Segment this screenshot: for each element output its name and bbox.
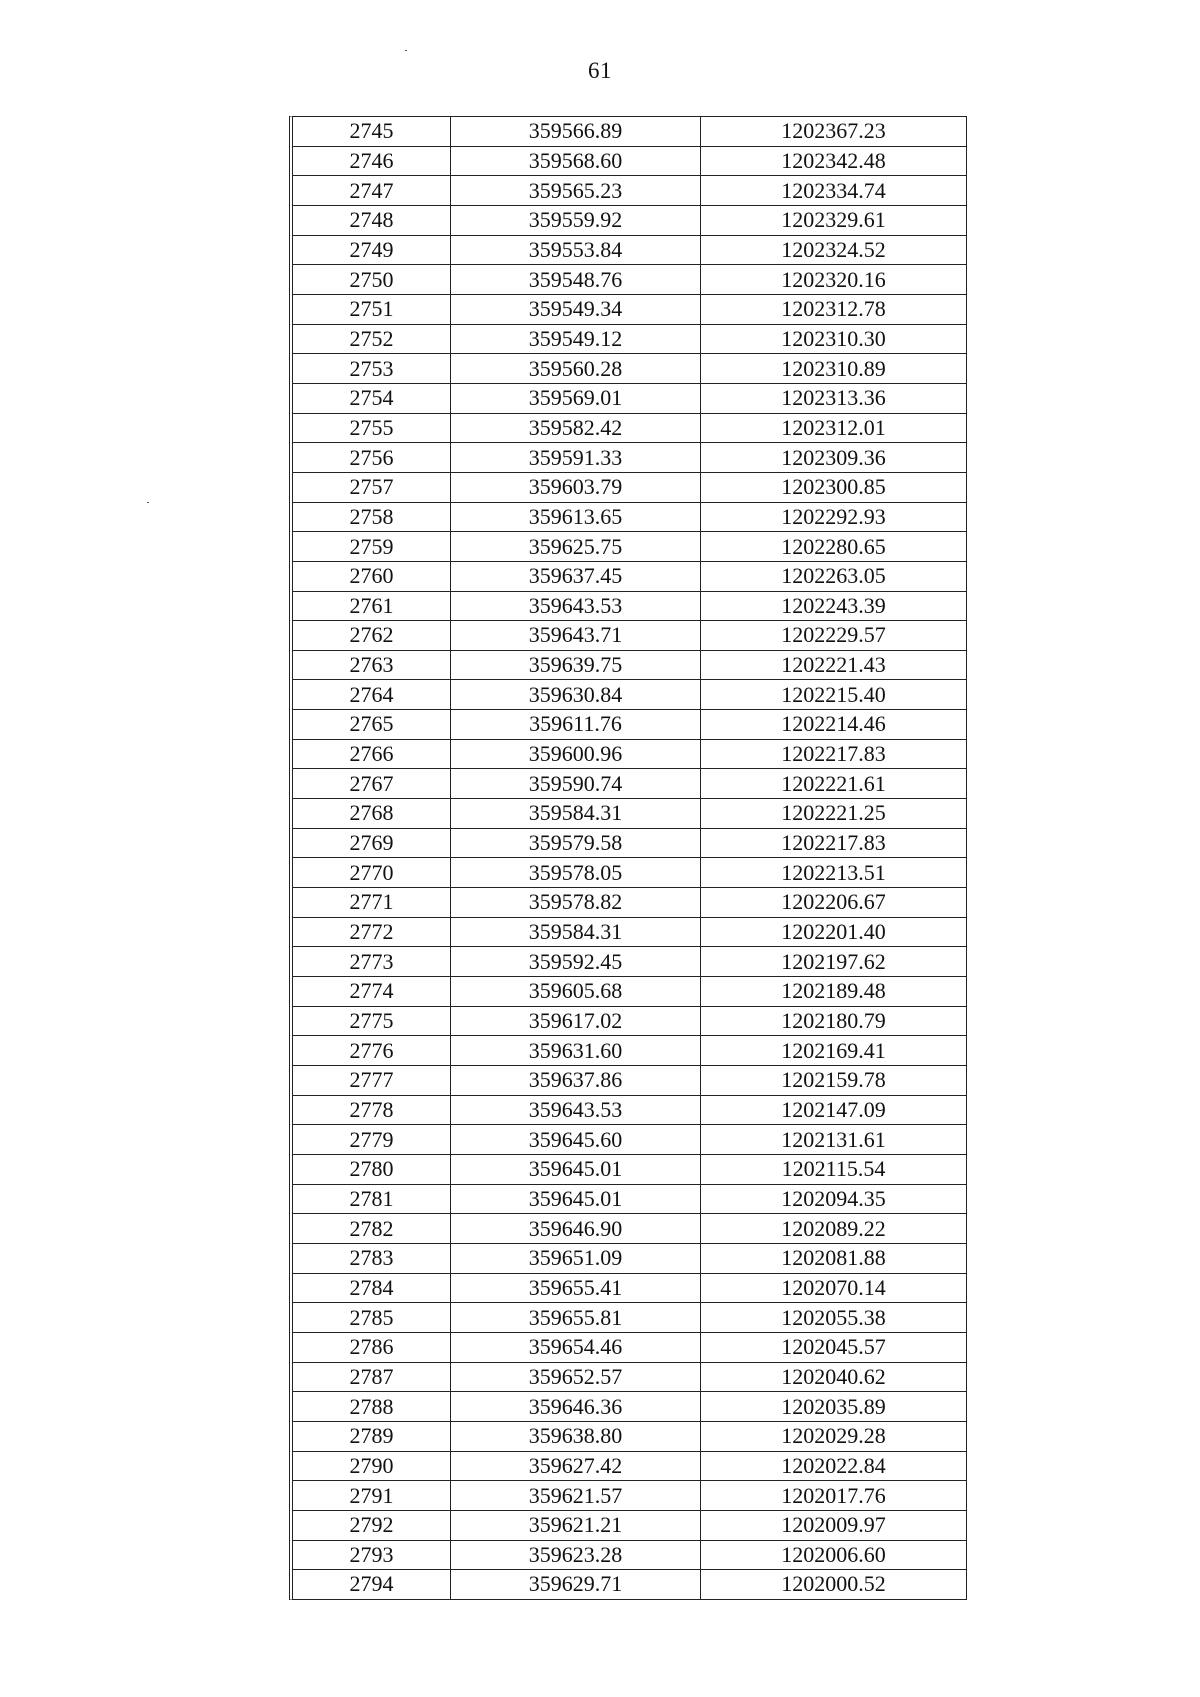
table-row bbox=[293, 1540, 966, 1570]
table-row bbox=[293, 739, 966, 769]
point-number-cell: 2772 bbox=[293, 917, 451, 947]
x-coordinate-cell: 359579.58 bbox=[451, 828, 701, 858]
y-coordinate-cell: 1202213.51 bbox=[701, 858, 967, 888]
y-coordinate-cell: 1202320.16 bbox=[701, 265, 967, 295]
y-coordinate-cell: 1202221.61 bbox=[701, 769, 967, 799]
x-coordinate-cell: 359631.60 bbox=[451, 1036, 701, 1066]
x-coordinate-cell: 359651.09 bbox=[451, 1243, 701, 1273]
y-coordinate-cell: 1202131.61 bbox=[701, 1125, 967, 1155]
x-coordinate-cell: 359590.74 bbox=[451, 769, 701, 799]
x-coordinate-cell: 359629.71 bbox=[451, 1570, 701, 1599]
coordinates-table-body bbox=[293, 117, 966, 1599]
x-coordinate-cell: 359643.53 bbox=[451, 1095, 701, 1125]
x-coordinate-cell: 359621.21 bbox=[451, 1510, 701, 1540]
point-number-cell: 2766 bbox=[293, 739, 451, 769]
table-row bbox=[293, 1006, 966, 1036]
y-coordinate-cell: 1202159.78 bbox=[701, 1066, 967, 1096]
x-coordinate-cell: 359646.36 bbox=[451, 1392, 701, 1422]
point-number-cell: 2775 bbox=[293, 1006, 451, 1036]
table-row bbox=[293, 1570, 966, 1599]
y-coordinate-cell: 1202310.30 bbox=[701, 324, 967, 354]
table-row bbox=[293, 1214, 966, 1244]
table-row bbox=[293, 443, 966, 473]
y-coordinate-cell: 1202280.65 bbox=[701, 532, 967, 562]
point-number-cell: 2786 bbox=[293, 1332, 451, 1362]
point-number-cell: 2763 bbox=[293, 650, 451, 680]
point-number-cell: 2783 bbox=[293, 1243, 451, 1273]
table-row bbox=[293, 502, 966, 532]
x-coordinate-cell: 359655.41 bbox=[451, 1273, 701, 1303]
point-number-cell: 2768 bbox=[293, 799, 451, 829]
point-number-cell: 2785 bbox=[293, 1303, 451, 1333]
x-coordinate-cell: 359646.90 bbox=[451, 1214, 701, 1244]
point-number-cell: 2759 bbox=[293, 532, 451, 562]
x-coordinate-cell: 359549.34 bbox=[451, 294, 701, 324]
point-number-cell: 2790 bbox=[293, 1451, 451, 1481]
y-coordinate-cell: 1202310.89 bbox=[701, 354, 967, 384]
y-coordinate-cell: 1202089.22 bbox=[701, 1214, 967, 1244]
table-row bbox=[293, 650, 966, 680]
point-number-cell: 2787 bbox=[293, 1362, 451, 1392]
point-number-cell: 2773 bbox=[293, 947, 451, 977]
point-number-cell: 2756 bbox=[293, 443, 451, 473]
table-row bbox=[293, 294, 966, 324]
y-coordinate-cell: 1202342.48 bbox=[701, 146, 967, 176]
table-row bbox=[293, 680, 966, 710]
x-coordinate-cell: 359617.02 bbox=[451, 1006, 701, 1036]
x-coordinate-cell: 359592.45 bbox=[451, 947, 701, 977]
y-coordinate-cell: 1202329.61 bbox=[701, 205, 967, 235]
table-row bbox=[293, 117, 966, 146]
y-coordinate-cell: 1202169.41 bbox=[701, 1036, 967, 1066]
table-row bbox=[293, 858, 966, 888]
y-coordinate-cell: 1202029.28 bbox=[701, 1421, 967, 1451]
x-coordinate-cell: 359600.96 bbox=[451, 739, 701, 769]
table-row bbox=[293, 917, 966, 947]
y-coordinate-cell: 1202312.78 bbox=[701, 294, 967, 324]
point-number-cell: 2779 bbox=[293, 1125, 451, 1155]
y-coordinate-cell: 1202214.46 bbox=[701, 710, 967, 740]
y-coordinate-cell: 1202094.35 bbox=[701, 1184, 967, 1214]
point-number-cell: 2752 bbox=[293, 324, 451, 354]
table-row bbox=[293, 769, 966, 799]
table-row bbox=[293, 354, 966, 384]
table-row bbox=[293, 235, 966, 265]
x-coordinate-cell: 359566.89 bbox=[451, 117, 701, 146]
point-number-cell: 2769 bbox=[293, 828, 451, 858]
point-number-cell: 2782 bbox=[293, 1214, 451, 1244]
y-coordinate-cell: 1202070.14 bbox=[701, 1273, 967, 1303]
x-coordinate-cell: 359584.31 bbox=[451, 799, 701, 829]
y-coordinate-cell: 1202045.57 bbox=[701, 1332, 967, 1362]
table-row bbox=[293, 1184, 966, 1214]
point-number-cell: 2745 bbox=[293, 117, 451, 146]
point-number-cell: 2749 bbox=[293, 235, 451, 265]
point-number-cell: 2748 bbox=[293, 205, 451, 235]
y-coordinate-cell: 1202263.05 bbox=[701, 561, 967, 591]
x-coordinate-cell: 359637.45 bbox=[451, 561, 701, 591]
x-coordinate-cell: 359568.60 bbox=[451, 146, 701, 176]
x-coordinate-cell: 359625.75 bbox=[451, 532, 701, 562]
point-number-cell: 2767 bbox=[293, 769, 451, 799]
table-row bbox=[293, 1243, 966, 1273]
point-number-cell: 2765 bbox=[293, 710, 451, 740]
table-row bbox=[293, 1095, 966, 1125]
table-row bbox=[293, 1421, 966, 1451]
point-number-cell: 2781 bbox=[293, 1184, 451, 1214]
table-row bbox=[293, 621, 966, 651]
y-coordinate-cell: 1202189.48 bbox=[701, 977, 967, 1007]
point-number-cell: 2792 bbox=[293, 1510, 451, 1540]
table-row bbox=[293, 1451, 966, 1481]
point-number-cell: 2755 bbox=[293, 413, 451, 443]
table-row bbox=[293, 977, 966, 1007]
y-coordinate-cell: 1202324.52 bbox=[701, 235, 967, 265]
table-row bbox=[293, 888, 966, 918]
x-coordinate-cell: 359623.28 bbox=[451, 1540, 701, 1570]
x-coordinate-cell: 359578.82 bbox=[451, 888, 701, 918]
table-row bbox=[293, 1154, 966, 1184]
y-coordinate-cell: 1202201.40 bbox=[701, 917, 967, 947]
point-number-cell: 2776 bbox=[293, 1036, 451, 1066]
y-coordinate-cell: 1202221.43 bbox=[701, 650, 967, 680]
table-row bbox=[293, 561, 966, 591]
point-number-cell: 2784 bbox=[293, 1273, 451, 1303]
table-row bbox=[293, 205, 966, 235]
x-coordinate-cell: 359630.84 bbox=[451, 680, 701, 710]
coordinates-table bbox=[289, 116, 967, 1600]
x-coordinate-cell: 359655.81 bbox=[451, 1303, 701, 1333]
point-number-cell: 2777 bbox=[293, 1066, 451, 1096]
table-row bbox=[293, 1332, 966, 1362]
y-coordinate-cell: 1202055.38 bbox=[701, 1303, 967, 1333]
point-number-cell: 2750 bbox=[293, 265, 451, 295]
x-coordinate-cell: 359643.53 bbox=[451, 591, 701, 621]
table-row bbox=[293, 828, 966, 858]
y-coordinate-cell: 1202081.88 bbox=[701, 1243, 967, 1273]
scan-speck bbox=[405, 50, 407, 51]
point-number-cell: 2788 bbox=[293, 1392, 451, 1422]
y-coordinate-cell: 1202292.93 bbox=[701, 502, 967, 532]
y-coordinate-cell: 1202221.25 bbox=[701, 799, 967, 829]
point-number-cell: 2758 bbox=[293, 502, 451, 532]
y-coordinate-cell: 1202006.60 bbox=[701, 1540, 967, 1570]
x-coordinate-cell: 359548.76 bbox=[451, 265, 701, 295]
point-number-cell: 2746 bbox=[293, 146, 451, 176]
y-coordinate-cell: 1202312.01 bbox=[701, 413, 967, 443]
y-coordinate-cell: 1202229.57 bbox=[701, 621, 967, 651]
y-coordinate-cell: 1202197.62 bbox=[701, 947, 967, 977]
y-coordinate-cell: 1202217.83 bbox=[701, 739, 967, 769]
point-number-cell: 2794 bbox=[293, 1570, 451, 1599]
point-number-cell: 2793 bbox=[293, 1540, 451, 1570]
x-coordinate-cell: 359569.01 bbox=[451, 383, 701, 413]
point-number-cell: 2774 bbox=[293, 977, 451, 1007]
y-coordinate-cell: 1202009.97 bbox=[701, 1510, 967, 1540]
x-coordinate-cell: 359637.86 bbox=[451, 1066, 701, 1096]
x-coordinate-cell: 359560.28 bbox=[451, 354, 701, 384]
table-row bbox=[293, 1066, 966, 1096]
x-coordinate-cell: 359643.71 bbox=[451, 621, 701, 651]
x-coordinate-cell: 359578.05 bbox=[451, 858, 701, 888]
y-coordinate-cell: 1202334.74 bbox=[701, 176, 967, 206]
point-number-cell: 2770 bbox=[293, 858, 451, 888]
x-coordinate-cell: 359645.01 bbox=[451, 1184, 701, 1214]
point-number-cell: 2757 bbox=[293, 472, 451, 502]
point-number-cell: 2789 bbox=[293, 1421, 451, 1451]
x-coordinate-cell: 359549.12 bbox=[451, 324, 701, 354]
point-number-cell: 2791 bbox=[293, 1481, 451, 1511]
x-coordinate-cell: 359613.65 bbox=[451, 502, 701, 532]
x-coordinate-cell: 359611.76 bbox=[451, 710, 701, 740]
x-coordinate-cell: 359627.42 bbox=[451, 1451, 701, 1481]
x-coordinate-cell: 359582.42 bbox=[451, 413, 701, 443]
y-coordinate-cell: 1202313.36 bbox=[701, 383, 967, 413]
table-row bbox=[293, 265, 966, 295]
y-coordinate-cell: 1202115.54 bbox=[701, 1154, 967, 1184]
point-number-cell: 2780 bbox=[293, 1154, 451, 1184]
x-coordinate-cell: 359645.60 bbox=[451, 1125, 701, 1155]
point-number-cell: 2761 bbox=[293, 591, 451, 621]
table-row bbox=[293, 472, 966, 502]
table-row bbox=[293, 1362, 966, 1392]
table-row bbox=[293, 710, 966, 740]
table-row bbox=[293, 383, 966, 413]
table-row bbox=[293, 1392, 966, 1422]
point-number-cell: 2753 bbox=[293, 354, 451, 384]
point-number-cell: 2751 bbox=[293, 294, 451, 324]
x-coordinate-cell: 359603.79 bbox=[451, 472, 701, 502]
y-coordinate-cell: 1202300.85 bbox=[701, 472, 967, 502]
x-coordinate-cell: 359605.68 bbox=[451, 977, 701, 1007]
x-coordinate-cell: 359559.92 bbox=[451, 205, 701, 235]
table-row bbox=[293, 532, 966, 562]
y-coordinate-cell: 1202035.89 bbox=[701, 1392, 967, 1422]
y-coordinate-cell: 1202040.62 bbox=[701, 1362, 967, 1392]
y-coordinate-cell: 1202017.76 bbox=[701, 1481, 967, 1511]
x-coordinate-cell: 359553.84 bbox=[451, 235, 701, 265]
table-row bbox=[293, 413, 966, 443]
point-number-cell: 2762 bbox=[293, 621, 451, 651]
table-row bbox=[293, 1125, 966, 1155]
point-number-cell: 2771 bbox=[293, 888, 451, 918]
y-coordinate-cell: 1202215.40 bbox=[701, 680, 967, 710]
point-number-cell: 2747 bbox=[293, 176, 451, 206]
page-number: 61 bbox=[588, 58, 612, 83]
table-row bbox=[293, 1481, 966, 1511]
table-row bbox=[293, 799, 966, 829]
table-row bbox=[293, 591, 966, 621]
x-coordinate-cell: 359621.57 bbox=[451, 1481, 701, 1511]
table-row bbox=[293, 1510, 966, 1540]
y-coordinate-cell: 1202367.23 bbox=[701, 117, 967, 146]
y-coordinate-cell: 1202217.83 bbox=[701, 828, 967, 858]
x-coordinate-cell: 359652.57 bbox=[451, 1362, 701, 1392]
table-row bbox=[293, 947, 966, 977]
y-coordinate-cell: 1202206.67 bbox=[701, 888, 967, 918]
x-coordinate-cell: 359654.46 bbox=[451, 1332, 701, 1362]
y-coordinate-cell: 1202309.36 bbox=[701, 443, 967, 473]
point-number-cell: 2760 bbox=[293, 561, 451, 591]
x-coordinate-cell: 359638.80 bbox=[451, 1421, 701, 1451]
table-row bbox=[293, 146, 966, 176]
y-coordinate-cell: 1202022.84 bbox=[701, 1451, 967, 1481]
table-row bbox=[293, 1273, 966, 1303]
point-number-cell: 2778 bbox=[293, 1095, 451, 1125]
table-row bbox=[293, 1303, 966, 1333]
x-coordinate-cell: 359639.75 bbox=[451, 650, 701, 680]
table-row bbox=[293, 1036, 966, 1066]
table-row bbox=[293, 176, 966, 206]
y-coordinate-cell: 1202000.52 bbox=[781, 1571, 886, 1597]
table-row bbox=[293, 324, 966, 354]
x-coordinate-cell: 359591.33 bbox=[451, 443, 701, 473]
y-coordinate-cell: 1202147.09 bbox=[701, 1095, 967, 1125]
x-coordinate-cell: 359565.23 bbox=[451, 176, 701, 206]
point-number-cell: 2754 bbox=[293, 383, 451, 413]
y-coordinate-cell: 1202180.79 bbox=[701, 1006, 967, 1036]
y-coordinate-cell: 1202243.39 bbox=[701, 591, 967, 621]
point-number-cell: 2764 bbox=[293, 680, 451, 710]
x-coordinate-cell: 359584.31 bbox=[451, 917, 701, 947]
x-coordinate-cell: 359645.01 bbox=[451, 1154, 701, 1184]
scan-speck bbox=[147, 502, 149, 503]
